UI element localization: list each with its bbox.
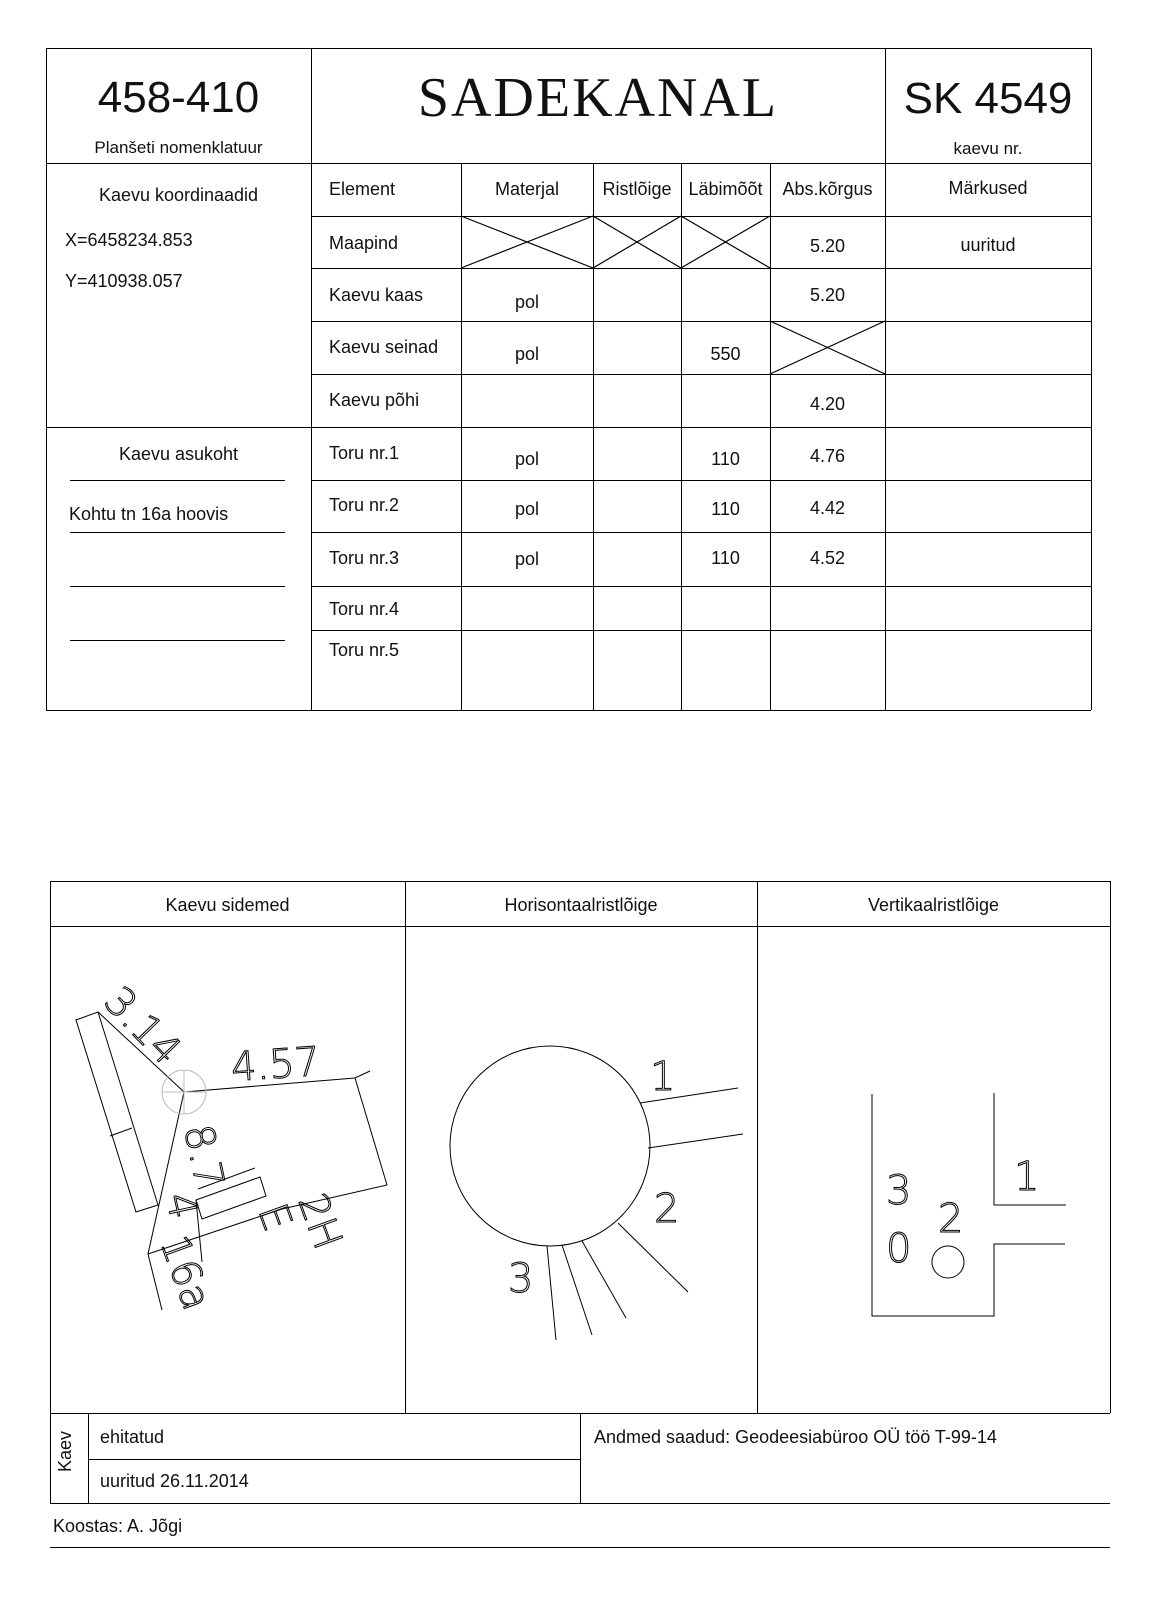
author-underline (50, 1547, 1110, 1548)
cell-element: Kaevu põhi (329, 390, 420, 410)
location-label: Kaevu asukoht (118, 444, 239, 464)
cell-element: Toru nr.5 (329, 640, 400, 660)
vertical-pipe-label-2: 2 (938, 1196, 964, 1242)
panel-title-horizontal: Horisontaalristlõige (504, 895, 658, 915)
cell-material: pol (514, 449, 540, 469)
cell-element: Toru nr.3 (329, 548, 400, 568)
col-header-notes: Märkused (948, 178, 1028, 198)
page-title: SADEKANAL (417, 67, 779, 129)
footer-divider (88, 1413, 89, 1503)
tie-label-2: 4.57 (229, 1038, 322, 1091)
coordinate-y: Y=410938.057 (65, 271, 183, 291)
well-caption: kaevu nr. (953, 139, 1023, 158)
footer-side-label: Kaev (55, 1430, 75, 1472)
cell-abs: 5.20 (809, 236, 846, 256)
sheet-number: 458-410 (97, 73, 260, 122)
cell-abs: 5.20 (809, 285, 846, 305)
pipe-circle-icon (932, 1246, 964, 1278)
cell-abs: 4.76 (809, 446, 846, 466)
col-header-material: Materjal (494, 179, 560, 199)
cell-diameter: 110 (711, 499, 740, 519)
cell-element: Maapind (329, 233, 399, 253)
cell-abs: 4.20 (809, 394, 846, 414)
cell-diameter: 110 (711, 548, 740, 568)
cell-material: pol (514, 292, 540, 312)
cell-element: Toru nr.4 (329, 599, 400, 619)
footer-divider (580, 1413, 581, 1503)
sheet-caption: Planšeti nomenklatuur (94, 138, 263, 157)
cell-element: Kaevu seinad (329, 337, 439, 357)
cell-element: Kaevu kaas (329, 285, 424, 305)
cell-abs: 4.52 (809, 548, 846, 568)
coordinates-label: Kaevu koordinaadid (98, 185, 259, 205)
author-text: Koostas: A. Jõgi (53, 1516, 183, 1536)
cell-element: Toru nr.2 (329, 495, 400, 515)
col-header-cross: Ristlõige (602, 179, 672, 199)
vertical-pipe-label-1: 1 (1014, 1154, 1040, 1200)
cell-material: pol (514, 549, 540, 569)
cell-material: pol (514, 499, 540, 519)
data-source-text: Andmed saadud: Geodeesiabüroo OÜ töö T-99-14 (594, 1427, 997, 1447)
col-header-element: Element (329, 179, 396, 199)
tie-label-1: 3.14 (94, 977, 190, 1075)
vertical-zero-label: 0 (886, 1226, 912, 1272)
location-line-1: Kohtu tn 16a hoovis (69, 504, 229, 524)
address-label: 16a (150, 1229, 220, 1317)
coordinate-x: X=6458234.853 (65, 230, 193, 250)
col-header-diameter: Läbimõõt (688, 179, 763, 199)
cell-diameter: 110 (711, 449, 740, 469)
cell-material: pol (514, 344, 540, 364)
pipe-label-3: 3 (508, 1256, 534, 1302)
pipe-label-2: 2 (654, 1186, 680, 1232)
building-label: 2H (288, 1187, 351, 1256)
well-number: SK 4549 (903, 74, 1073, 123)
cell-notes: uuritud (960, 235, 1016, 255)
built-label: ehitatud (100, 1427, 165, 1447)
panel-title-ties: Kaevu sidemed (165, 895, 290, 915)
cell-diameter: 550 (710, 344, 741, 364)
cell-element: Toru nr.1 (329, 443, 400, 463)
pipe-label-1: 1 (650, 1054, 676, 1100)
tie-label-4: 4 (156, 1188, 207, 1223)
building-label-e: E (248, 1197, 301, 1238)
footer-left-edge (50, 1413, 51, 1503)
footer-row-divider (88, 1459, 580, 1460)
panel-title-vertical: Vertikaalristlõige (867, 895, 1000, 915)
surveyed-label: uuritud 26.11.2014 (100, 1471, 249, 1491)
tie-label-3: 8.7 (174, 1120, 233, 1193)
footer-bottom (50, 1503, 1110, 1504)
cell-abs: 4.42 (809, 498, 846, 518)
col-header-abs: Abs.kõrgus (782, 179, 873, 199)
vertical-pipe-label-3: 3 (886, 1168, 912, 1214)
